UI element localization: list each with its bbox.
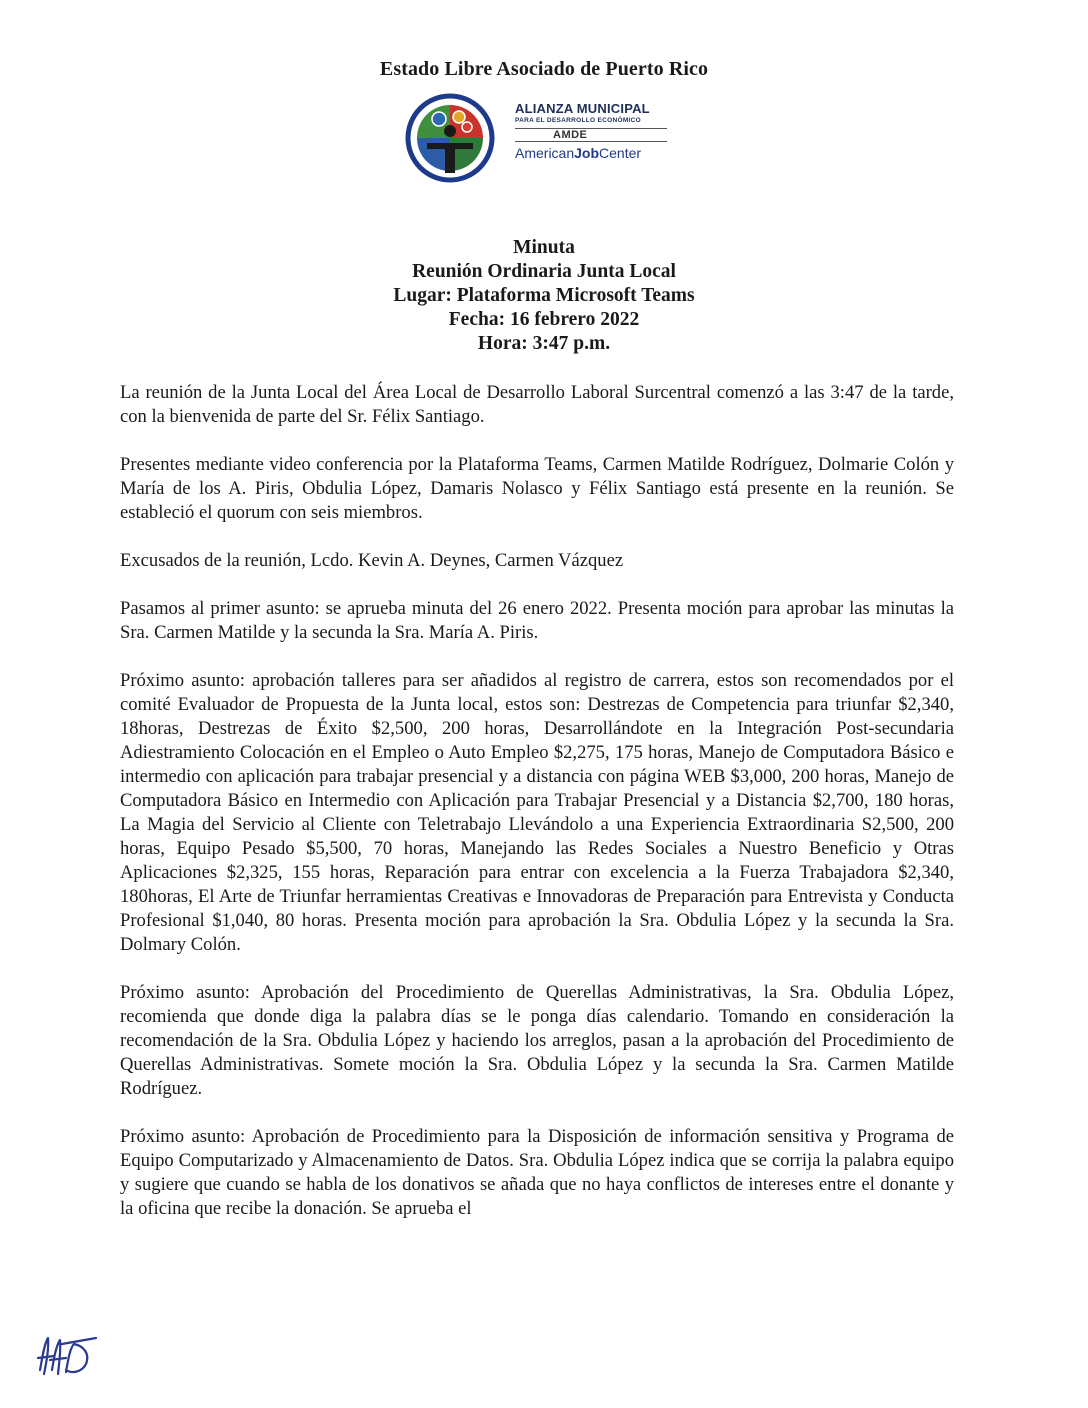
amde-logo-icon [405,93,505,183]
logo-line-subtitle: PARA EL DESARROLLO ECONÓMICO [515,117,642,124]
paragraph-sensitive-info-procedure: Próximo asunto: Aprobación de Procedimiento para la Disposición de información sensitiva y Programa de Equipo Computarizado y Almacenamiento de Datos. Sra. Obdulia López indica que se corrija la palabra equipo y sugiere que cuando se habla de los donativos se añada que no haya conflictos de intereses entre el donante y la oficina que recibe la donación. Se aprueba el [120,1126,954,1219]
logo-text [515,101,690,161]
logo-center: Center [599,145,642,161]
logo-divider [515,141,667,142]
logo-line-alianza: ALIANZA MUNICIPAL [515,101,650,116]
heading-meeting: Reunión Ordinaria Junta Local [412,261,676,282]
paragraph-opening: La reunión de la Junta Local del Área Local de Desarrollo Laboral Surcentral comenzó a las 3:47 de la tarde, con la bienvenida de parte del Sr. Félix Santiago. [120,382,954,427]
paragraph-first-item: Pasamos al primer asunto: se aprueba minuta del 26 enero 2022. Presenta moción para aprobar las minutas la Sra. Carmen Matilde y la secunda la Sra. María A. Piris. [120,598,954,643]
logo-american: American [515,145,575,161]
heading-time: Hora: 3:47 p.m. [477,333,611,354]
logo-job: Job [574,145,600,161]
logo-line-american-job-center [515,145,690,161]
paragraph-workshops: Próximo asunto: aprobación talleres para ser añadidos al registro de carrera, estos son recomendados por el comité Evaluador de Propuesta de la Junta local, estos son: Destrezas de Competencia para triunfar $2,340, 18horas, Destrezas de Éxito $2,500, 200 horas, Desarrollándote en la Integración Post-secundaria Adiestramiento Colocación en el Empleo o Auto Empleo $2,275, 175 horas, Manejo de Computadora Básico e intermedio con aplicación para trabajar presencial y a distancia con página WEB $3,000, 200 horas, Manejo de Computadora Básico en Intermedio con Aplicación para Trabajar Presencial y a Distancia $2,700, 180 horas, La Magia del Servicio al Cliente con Teletrabajo Llevándolo a una Experiencia Extraordinaria S2,500, 200 horas, Equipo Pesado $5,500, 70 horas, Manejando las Redes Sociales a Nuestro Beneficio y Otras Aplicaciones $2,325, 155 horas, Reparación para entrar con excelencia a la Fuerza Trabajadora $2,340, 180horas, El Arte de Triunfar herramientas Creativas e Innovadoras de Preparación para Entrevista y Conducta Profesional $1,040, 80 horas. Presenta moción para aprobación la Sra. Obdulia López y la secunda la Sra. Dolmary Colón. [120,670,954,955]
minutes-heading [0,236,1088,356]
heading-place: Lugar: Plataforma Microsoft Teams [393,285,695,306]
paragraph-attendance: Presentes mediante video conferencia por la Plataforma Teams, Carmen Matilde Rodríguez, Dolmarie Colón y María de los A. Piris, Obdulia López, Damaris Nolasco y Félix Santiago está presente en la reunión. Se estableció el quorum con seis miembros. [120,454,954,523]
handwritten-initials-icon [32,1330,107,1378]
minutes-body [120,381,954,1245]
government-title: Estado Libre Asociado de Puerto Rico [379,58,709,80]
organization-logo [405,93,685,193]
heading-title: Minuta [513,237,575,258]
paragraph-complaints-procedure: Próximo asunto: Aprobación del Procedimiento de Querellas Administrativas, la Sra. Obdulia López, recomienda que donde diga la palabra días se le ponga días calendario. Tomando en consideración la recomendación de la Sra. Obdulia López y haciendo los arreglos, pasan a la aprobación del Procedimiento de Querellas Administrativas. Somete moción la Sra. Obdulia López y la secunda la Sra. Carmen Matilde Rodríguez. [120,982,954,1099]
heading-date: Fecha: 16 febrero 2022 [448,309,640,330]
paragraph-excused: Excusados de la reunión, Lcdo. Kevin A. Deynes, Carmen Vázquez [120,550,624,571]
logo-line-amde: AMDE [553,129,588,141]
